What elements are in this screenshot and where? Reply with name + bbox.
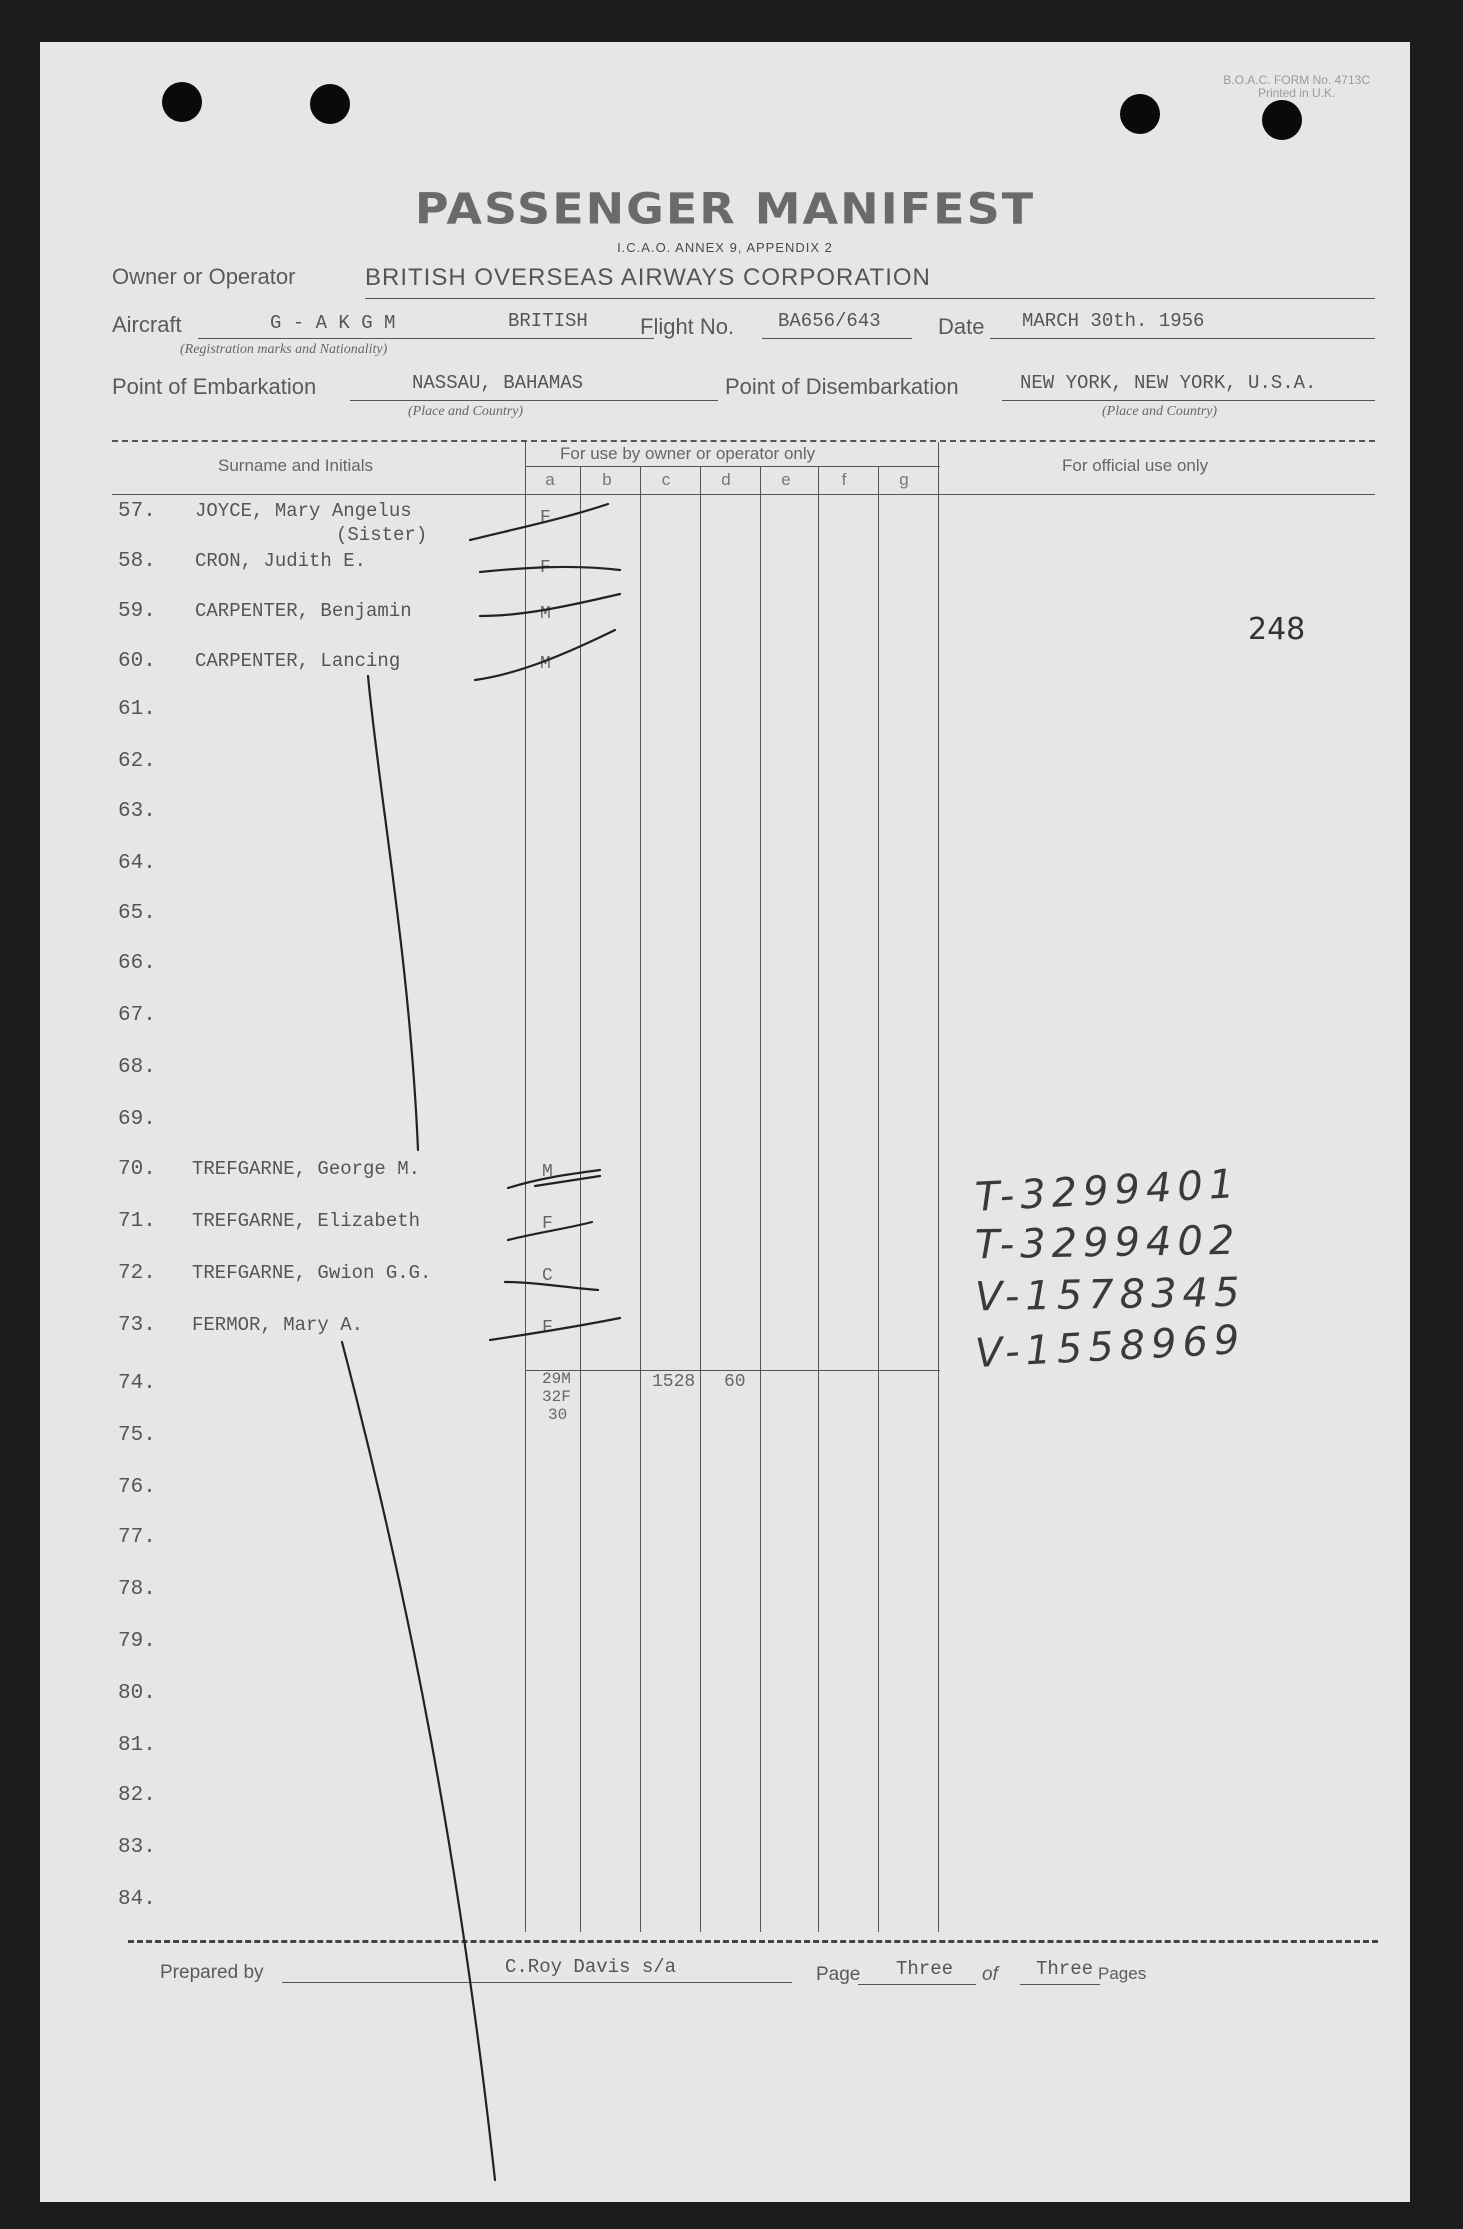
form-number: B.O.A.C. FORM No. 4713C: [1223, 73, 1370, 87]
row-number: 64.: [118, 852, 156, 875]
column-g-header: g: [899, 470, 909, 489]
tick-stroke: [508, 1222, 592, 1240]
tick-stroke: [505, 1282, 598, 1290]
embarkation-label: Point of Embarkation: [112, 374, 317, 399]
ticket-number: T-3299401: [973, 1161, 1242, 1221]
page-value: Three: [896, 1958, 954, 1980]
passenger-name: CRON, Judith E.: [195, 550, 367, 572]
subtitle: I.C.A.O. ANNEX 9, APPENDIX 2: [617, 240, 833, 255]
passenger-name: CARPENTER, Benjamin: [195, 600, 412, 622]
column-f-header: f: [841, 470, 847, 489]
column-a-header: a: [545, 470, 555, 489]
disembarkation-caption: (Place and Country): [1102, 404, 1218, 419]
printed-note: Printed in U.K.: [1257, 86, 1336, 100]
tick-stroke: [490, 1318, 620, 1340]
page-title: PASSENGER MANIFEST: [414, 184, 1036, 234]
bracket-stroke: [342, 1342, 495, 2180]
total-female: 32F: [542, 1388, 571, 1406]
passenger-name: FERMOR, Mary A.: [192, 1314, 364, 1336]
row-number: 84.: [118, 1888, 156, 1911]
row-number: 73.: [118, 1314, 156, 1337]
row-number: 70.: [118, 1158, 156, 1181]
row-number: 71.: [118, 1210, 156, 1233]
row-number: 72.: [118, 1262, 156, 1285]
total-male: 29M: [542, 1370, 571, 1388]
manifest-page: [40, 42, 1410, 2202]
row-number: 77.: [118, 1526, 156, 1549]
sex-mark: M: [540, 604, 551, 624]
total-count: 30: [548, 1406, 568, 1424]
sex-mark: M: [542, 1162, 553, 1182]
row-number: 57.: [118, 500, 156, 523]
row-number: 68.: [118, 1056, 156, 1079]
aircraft-caption: (Registration marks and Nationality): [180, 342, 388, 357]
official-header: For official use only: [1062, 456, 1209, 475]
passenger-name: TREFGARNE, Gwion G.G.: [192, 1262, 432, 1284]
row-number: 65.: [118, 902, 156, 925]
handwritten-page-count: 248: [1248, 612, 1306, 647]
row-number: 62.: [118, 750, 156, 773]
row-number: 61.: [118, 698, 156, 721]
owner-label: Owner or Operator: [112, 264, 296, 289]
date-label: Date: [938, 314, 985, 339]
sex-mark: M: [540, 654, 551, 674]
row-number: 59.: [118, 600, 156, 623]
bracket-stroke: [368, 676, 418, 1150]
row-number: 78.: [118, 1578, 156, 1601]
passenger-note: (Sister): [336, 524, 428, 546]
owner-value: BRITISH OVERSEAS AIRWAYS CORPORATION: [365, 264, 931, 291]
flight-label: Flight No.: [640, 314, 735, 339]
operator-header: For use by owner or operator only: [560, 444, 816, 463]
row-number: 67.: [118, 1004, 156, 1027]
page-label: Page: [816, 1964, 861, 1985]
total-column-c: 1528: [652, 1372, 696, 1392]
of-value: Three: [1036, 1958, 1094, 1980]
aircraft-nationality: BRITISH: [508, 310, 588, 332]
row-number: 80.: [118, 1682, 156, 1705]
row-number: 69.: [118, 1108, 156, 1131]
ticket-number: T-3299402: [974, 1217, 1241, 1269]
disembarkation-value: NEW YORK, NEW YORK, U.S.A.: [1020, 372, 1317, 394]
row-number: 58.: [118, 550, 156, 573]
sex-mark: F: [542, 1214, 553, 1234]
of-label: of: [982, 1964, 998, 1985]
disembarkation-label: Point of Disembarkation: [725, 374, 959, 399]
sex-mark: F: [540, 508, 551, 528]
column-c-header: c: [661, 470, 671, 489]
tick-stroke: [475, 630, 615, 680]
tick-stroke: [470, 504, 608, 540]
row-number: 81.: [118, 1734, 156, 1757]
date-value: MARCH 30th. 1956: [1022, 310, 1205, 332]
tick-stroke: [480, 594, 620, 616]
passenger-name: JOYCE, Mary Angelus: [195, 500, 412, 522]
flight-value: BA656/643: [778, 310, 881, 332]
aircraft-registration: G - A K G M: [270, 312, 396, 334]
row-number: 74.: [118, 1372, 156, 1395]
prepared-by-label: Prepared by: [160, 1962, 264, 1983]
row-number: 75.: [118, 1424, 156, 1447]
row-number: 66.: [118, 952, 156, 975]
passenger-name: TREFGARNE, George M.: [192, 1158, 421, 1180]
total-column-d: 60: [724, 1372, 746, 1392]
embarkation-value: NASSAU, BAHAMAS: [412, 372, 584, 394]
prepared-by-value: C.Roy Davis s/a: [505, 1956, 677, 1978]
sex-mark: C: [542, 1266, 553, 1286]
passenger-name: TREFGARNE, Elizabeth: [192, 1210, 421, 1232]
pages-label: Pages: [1098, 1964, 1147, 1983]
tick-stroke: [480, 567, 620, 572]
row-number: 82.: [118, 1784, 156, 1807]
embarkation-caption: (Place and Country): [408, 404, 524, 419]
row-number: 83.: [118, 1836, 156, 1859]
ticket-number: V-1558969: [973, 1316, 1247, 1378]
tick-stroke: [535, 1176, 600, 1186]
column-e-header: e: [781, 470, 791, 489]
row-number: 76.: [118, 1476, 156, 1499]
pen-strokes: [40, 42, 1410, 2202]
row-number: 63.: [118, 800, 156, 823]
surname-header: Surname and Initials: [218, 456, 373, 475]
row-number: 79.: [118, 1630, 156, 1653]
row-number: 60.: [118, 650, 156, 673]
aircraft-label: Aircraft: [112, 312, 182, 337]
ticket-number: V-1578345: [974, 1269, 1246, 1321]
sex-mark: F: [542, 1318, 553, 1338]
sex-mark: F: [540, 558, 551, 578]
column-d-header: d: [721, 470, 731, 489]
passenger-name: CARPENTER, Lancing: [195, 650, 401, 672]
column-b-header: b: [602, 470, 612, 489]
